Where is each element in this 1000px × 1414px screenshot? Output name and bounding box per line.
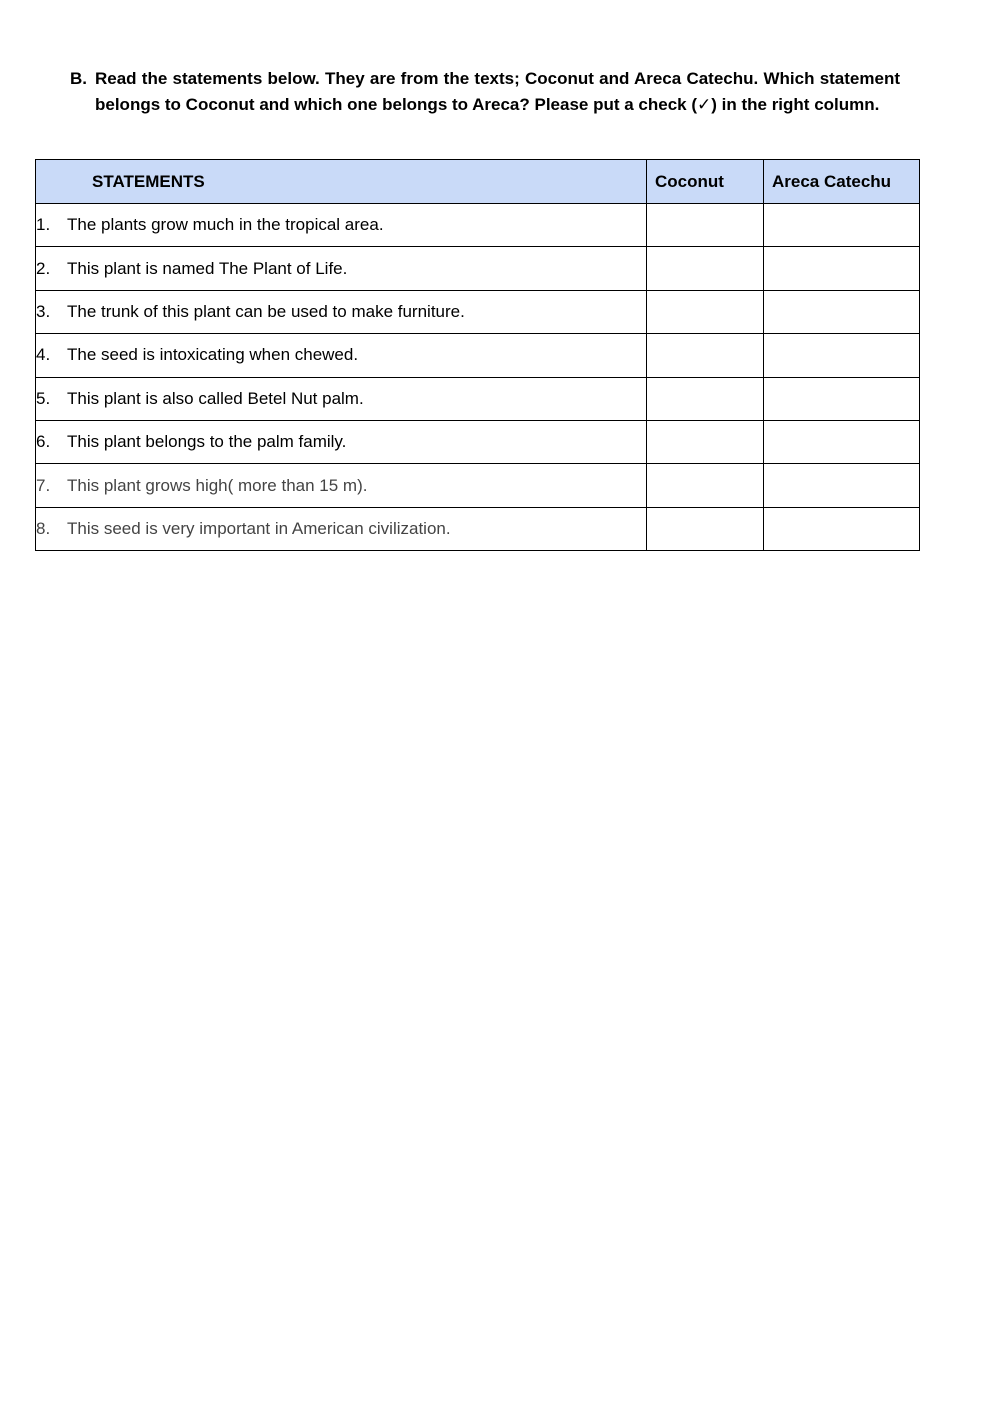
table-row [36,247,920,290]
table-header-row [36,160,920,204]
statement-number: 1. [36,215,51,235]
table-row [36,377,920,420]
statement-text: This plant is named The Plant of Life. [67,258,348,278]
header-statements: STATEMENTS [36,160,647,204]
statement-text: This seed is very important in American civilization. [67,518,451,538]
statement-number: 2. [36,258,51,278]
statement-number: 8. [36,518,51,538]
statement-number: 6. [36,432,51,452]
table-row [36,204,920,247]
statement-number: 7. [36,475,51,495]
statement-text: The plants grow much in the tropical area. [67,215,384,235]
coconut-check-cell[interactable] [647,464,764,507]
statement-text: This plant belongs to the palm family. [67,432,347,452]
coconut-check-cell[interactable] [647,247,764,290]
table-row [36,290,920,333]
statement-text: The trunk of this plant can be used to make furniture. [67,301,465,321]
statement-number: 3. [36,301,51,321]
statement-text: This plant is also called Betel Nut palm. [67,388,364,408]
coconut-check-cell[interactable] [647,334,764,377]
statements-table [35,159,920,551]
statement-cell [36,290,647,333]
areca-check-cell[interactable] [764,464,920,507]
section-marker: B. [70,69,87,88]
statement-cell [36,334,647,377]
statement-number: 4. [36,345,51,365]
coconut-check-cell[interactable] [647,204,764,247]
areca-check-cell[interactable] [764,420,920,463]
coconut-check-cell[interactable] [647,420,764,463]
header-areca-catechu: Areca Catechu [764,160,920,204]
areca-check-cell[interactable] [764,507,920,550]
areca-check-cell[interactable] [764,377,920,420]
instruction-paragraph [70,66,900,117]
coconut-check-cell[interactable] [647,377,764,420]
statement-text: This plant grows high( more than 15 m). [67,475,368,495]
statement-cell [36,420,647,463]
table-row [36,420,920,463]
table-row [36,464,920,507]
instruction-text: Read the statements below. They are from the texts; Coconut and Areca Catechu. Which statement belongs to Coconut and which one belongs to Areca? Please put a check (✓) in the right column. [95,69,900,114]
statement-cell [36,247,647,290]
areca-check-cell[interactable] [764,204,920,247]
table-row [36,507,920,550]
coconut-check-cell[interactable] [647,290,764,333]
areca-check-cell[interactable] [764,334,920,377]
areca-check-cell[interactable] [764,247,920,290]
statement-cell [36,204,647,247]
table-row [36,334,920,377]
header-coconut: Coconut [647,160,764,204]
coconut-check-cell[interactable] [647,507,764,550]
statement-cell [36,507,647,550]
statement-number: 5. [36,388,51,408]
areca-check-cell[interactable] [764,290,920,333]
statement-cell [36,464,647,507]
statement-cell [36,377,647,420]
statement-text: The seed is intoxicating when chewed. [67,345,359,365]
